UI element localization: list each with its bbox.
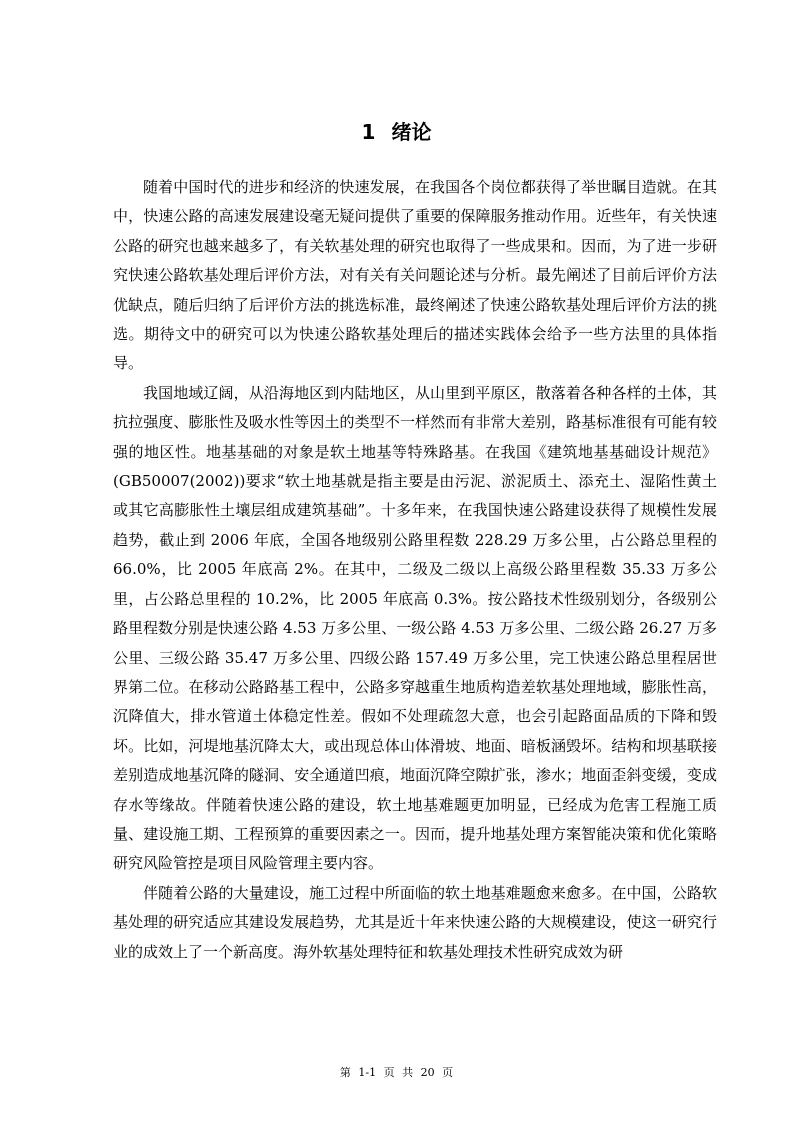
body-text (113, 173, 717, 967)
chapter-title-text: 绪论 (391, 120, 432, 144)
chapter-title (0, 116, 793, 145)
paragraph-3: 伴随着公路的大量建设，施工过程中所面临的软土地基难题愈来愈多。在中国，公路软基处理的研究适应其建设发展趋势，尤其是近十年来快速公路的大规模建设，使这一研究行业的成效上了一个新高度。海外软基处理特征和软基处理技术性研究成效为研 (113, 883, 717, 961)
page-footer: 第 1-1 页 共 20 页 (339, 1066, 454, 1079)
paragraph-2: 我国地域辽阔，从沿海地区到内陆地区，从山里到平原区，散落着各种各样的土体，其抗拉强度、膨胀性及吸水性等因土的类型不一样然而有非常大差别，路基标准很有可能有较强的地区性。地基基础的对象是软土地基等特殊路基。在我国《建筑地基基础设计规范》(GB50007(2002))要求“软土地基就是指主要是由污泥、淤泥质土、添充土、湿陷性黄土或其它高膨胀性土壤层组成建筑基础”。十多年来，在我国快速公路建设获得了规模性发展趋势，截止到 2006 年底，全国各地级别公路里程数 228.29 万多公里，占公路总里程的 66.0%，比 2005 年底高 2%。在其中，二级及二级以上高级公路里程数 35.33 万多公里，占公路总里程的 10.2%，比 2005 年底高 0.3%。按公路技术性级别划分，各级别公路里程数分别是快速公路 4.53 万多公里、一级公路 4.53 万多公里、二级公路 26.27 万多公里、三级公路 35.47 万多公里、四级公路 157.49 万多公里，完工快速公路总里程居世界第二位。在移动公路路基工程中，公路多穿越重生地质构造差软基处理地域，膨胀性高，沉降值大，排水管道土体稳定性差。假如不处理疏忽大意，也会引起路面品质的下降和毁坏。比如，河堤地基沉降太大，或出现总体山体滑坡、地面、暗板涵毁坏。结构和坝基联接差别造成地基沉降的隧洞、安全通道凹痕，地面沉降空隙扩张，渗水；地面歪斜变缓，变成存水等缘故。伴随着快速公路的建设，软土地基难题更加明显，已经成为危害工程施工质量、建设施工期、工程预算的重要因素之一。因而，提升地基处理方案智能决策和优化策略研究风险管控是项目风险管理主要内容。 (113, 383, 717, 873)
chapter-number: 1 (361, 120, 376, 144)
paragraph-1: 随着中国时代的进步和经济的快速发展，在我国各个岗位都获得了举世瞩目造就。在其中，快速公路的高速发展建设毫无疑问提供了重要的保障服务推动作用。近些年，有关快速公路的研究也越来越多了，有关软基处理的研究也取得了一些成果和。因而，为了进一步研究快速公路软基处理后评价方法，对有关有关问题论述与分析。最先阐述了目前后评价方法优缺点，随后归纳了后评价方法的挑选标准，最终阐述了快速公路软基处理后评价方法的挑选。期待文中的研究可以为快速公路软基处理后的描述实践体会给予一些方法里的具体指导。 (113, 178, 717, 373)
